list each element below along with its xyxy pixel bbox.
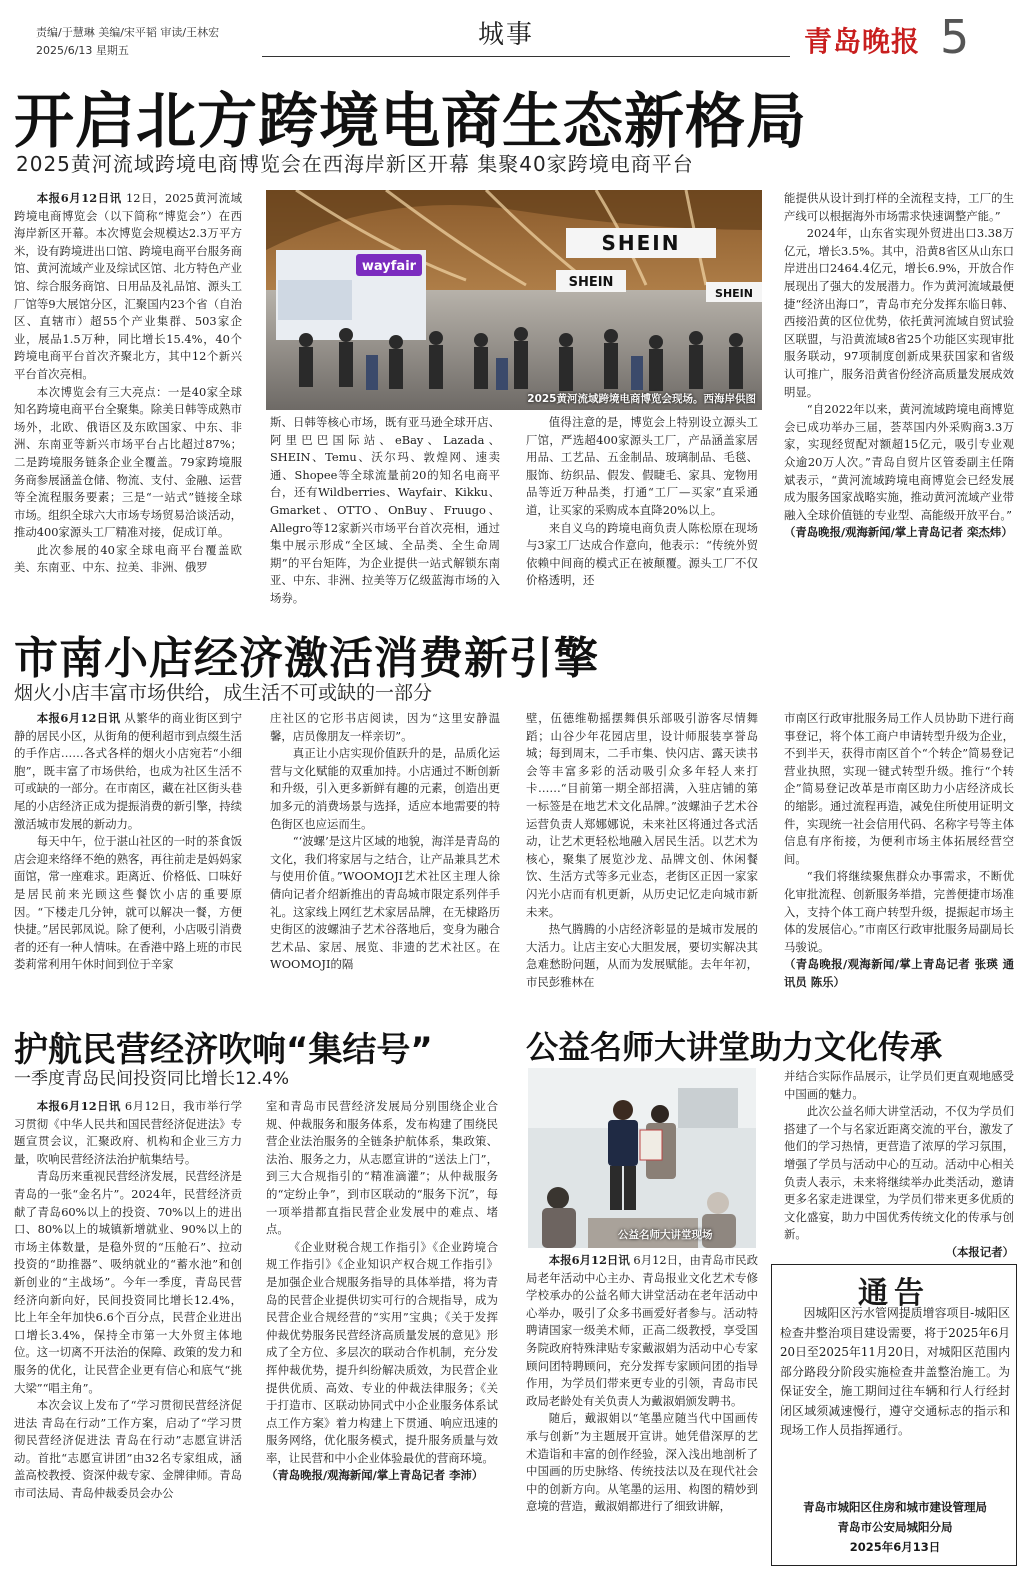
article3-lead: 本报6月12日讯 [36,1099,121,1113]
article4-column-2 [784,1068,1014,1258]
expo-photo-illustration [266,190,762,410]
article3-subhead: 一季度青岛民间投资同比增长12.4% [14,1069,290,1089]
shein-sign-3: SHEIN [715,287,753,300]
article2-col2-text: 庄社区的它形书店阅读，因为“这里安静温馨，店员像朋友一样亲切”。 [270,711,500,743]
article3-byline: （青岛晚报/观海新闻/掌上青岛记者 李沛） [266,1468,484,1483]
article1-col2-text: 斯、日韩等核心市场，既有亚马逊全球开店、阿里巴巴国际站、eBay、Lazada、SHEIN、Temu、沃尔玛、敦煌网、速卖通、Shopee等全球流量前20的知名电商平台，还有Wildberries、Wayfair、Kikku、Gmarket、OTTO、OnBuy、Fruugo、Allegro等12家新兴市场平台首次亮相，通过集中展示形成“全区域、全品类、全生命周期”的平台矩阵，为企业提供一站式解锁东南亚、中东、非洲、拉美等万亿级蓝海市场的入场券。 [270,415,500,605]
article4-headline: 公益名师大讲堂助力文化传承 [526,1028,943,1066]
expo-photo [266,190,762,410]
article1-subhead: 2025黄河流域跨境电商博览会在西海岸新区开幕 集聚40家跨境电商平台 [16,152,694,176]
article2-col3b-text: 热气腾腾的小店经济彰显的是城市发展的大活力。让店主安心大胆发展，要切实解决其急难愁盼问题，从而为发展赋能。去年年初，市民彭雅林在 [526,922,758,989]
notice-body-text: 因城阳区污水管网提质增容项目-城阳区检查井整治项目建设需要，将于2025年6月20日至2025年11月20日，对城阳区范围内部分路段分阶段实施检查井盖整治施工。为保证安全，施工期间过往车辆和行人行经封闭区域须减速慢行，遵守交通标志的指示和现场工作人员指挥通行。 [780,1306,1010,1437]
article1-column-2 [270,414,500,606]
shein-sign-1: SHEIN [601,231,681,255]
lecture-photo-caption: 公益名师大讲堂现场 [618,1229,713,1241]
notice-issuer-2: 青岛市公安局城阳分局 [837,1520,953,1534]
article2-column-1 [14,710,242,1010]
section-rule [262,56,790,57]
article1-column-4 [784,190,1014,606]
article2-col1b-text: 每天中午，位于湛山社区的一时的茶食饭店会迎来络绎不绝的熟客，再往前走是妈妈家面馆，常一座难求。距离近、价格低、口味好是居民前来光顾这些餐饮小店的重要原因。“下楼走几分钟，就可以解决一餐，方便快捷。”居民郭凤说。除了便利，小店吸引消费者的还有一种人情味。在香港中路上班的市民娄莉常利用午休时间到位于辛家 [14,834,242,972]
article3-headline: 护航民营经济吹响“集结号” [14,1030,433,1070]
notice-title: 通告 [858,1276,930,1311]
newspaper-logo: 青岛晚报 [804,25,921,58]
article2-subhead: 烟火小店丰富市场供给，成生活不可或缺的一部分 [14,682,433,704]
masthead-meta [36,24,219,60]
article3-col1b-text: 青岛历来重视民营经济发展，民营经济是青岛的一张“金名片”。2024年，民营经济贡献了青岛60%以上的投资、70%以上的进出口、80%以上的城镇新增就业、90%以上的市场主体数量，是稳外贸的“压舱石”、拉动投资的“助推器”、吸纳就业的“蓄水池”和创新创业的“主战场”。今年一季度，青岛民营经济向新向好，民间投资同比增长12.4%，比上年全年加快6.6个百分点，民营企业进出口增长3.4%，保持全市第一大外贸主体地位。这一切离不开法治的保障、政策的发力和服务的优化，让民营企业更有信心和底气“挑大梁”“唱主角”。 [14,1169,242,1395]
lecture-photo-illustration [528,1068,756,1248]
editor-credits: 责编/于慧琳 美编/宋平韬 审读/王林宏 [36,26,220,39]
article3-col1c-text: 本次会议上发布了“学习贯彻民营经济促进法 青岛在行动”工作方案，启动了“学习贯彻民营经济促进法 青岛在行动”志愿宣讲活动。首批“志愿宣讲团”由32名专家组成，涵盖高校教授、资深仲裁专家、金牌律师。青岛市司法局、青岛仲裁委员会办公 [14,1398,242,1501]
notice-date: 2025年6月13日 [849,1540,941,1554]
article2-column-2 [270,710,500,1010]
article1-headline: 开启北方跨境电商生态新格局 [14,87,807,157]
article2-col4b-text: “我们将继续聚焦群众办事需求，不断优化审批流程、创新服务举措，完善便捷市场准入，支持个体工商户转型升级，提振起市场主体的发展信心。”市南区行政审批服务局副局长马骏说。 [784,869,1014,954]
article2-col3-text: 壁，伍德维勒摇摆舞俱乐部吸引游客尽情舞蹈；山谷少年花园店里，设计师服装享誉岛城；每到周末，二手市集、快闪店、露天读书会等丰富多彩的活动吸引众多年轻人来打卡……“目前第一期全部招满，入驻店铺的第一标签是在地艺术文化品牌。”波螺油子艺术谷运营负责人郑娜娜说，未来社区将通过各式活动，让艺术更轻松地融入居民生活。以艺术为核心，聚集了展览沙龙、品牌文创、休闲餐饮、生活方式等多元业态，老街区正因一家家闪光小店而有机更新，从历史记忆走向城市新未来。 [526,711,758,919]
article1-byline: （青岛晚报/观海新闻/掌上青岛记者 栾杰炜） [784,525,1013,540]
notice-body [780,1304,1010,1441]
notice-issuer-1: 青岛市城阳区住房和城市建设管理局 [803,1500,987,1514]
article2-col1-text: 从繁华的商业街区到宁静的居民小区，从街角的便利超市到点缀生活的手作店……各式各样的烟火小店宛若“小细胞”，既丰富了市场供给，也成为社区生活不可或缺的一部分。在市南区，藏在社区街头巷尾的小店经济正成为提振消费的新引擎，持续激活城市发展的新动力。 [14,711,242,831]
article2-col2b-text: 真正让小店实现价值跃升的是，品质化运营与文化赋能的双重加持。小店通过不断创新和升级，引入更多新鲜有趣的元素，创造出更加多元的消费场景与选择，适应本地需要的特色街区也应运而生。 [270,746,500,831]
section-name: 城事 [478,20,535,50]
article4-col1-text: 6月12日，由青岛市民政局老年活动中心主办、青岛报业文化艺术专修学校承办的公益名师大讲堂活动在老年活动中心举办，吸引了众多书画爱好者参与。活动特聘请国家一级美术师，正高二级教授，享受国务院政府特殊津贴专家戴淑娟为活动中心专家顾问团特聘顾问，充分发挥专家顾问团的指导作用，为学员们带来更专业的引领，青岛市民政局老龄处有关负责人为戴淑娟颁发聘书。 [526,1253,758,1408]
article1-col3-text: 值得注意的是，博览会上特别设立源头工厂馆，严选超400家源头工厂，产品涵盖家居用品、工艺品、五金制品、玻璃制品、毛毯、服饰、纺织品、假发、假睫毛、家具、宠物用品等近万种品类，打通“工厂—买家”直采通道，让买家的采购成本直降20%以上。 [526,415,758,517]
article1-col4b-text: 2024年，山东省实现外贸进出口3.38万亿元，增长3.5%。其中，沿黄8省区从山东口岸进出口2464.4亿元，增长6.9%，开放合作展现出了强大的发展潜力。作为黄河流域最便捷“经济出海口”，青岛市充分发挥东临日韩、西接沿黄的区位优势，依托黄河流域自贸试验区联盟，与沿黄流域8省25个功能区实现审批服务联动，97项制度创新成果获国家和省级认可推广，服务沿黄省份经济高质量发展成效明显。 [784,226,1014,399]
article1-col1-text: 12日，2025黄河流域跨境电商博览会（以下简称“博览会”）在西海岸新区开幕。本次博览会规模达2.3万平方米，设有跨境进出口馆、跨境电商平台服务商馆、黄河流域产业及综试区馆、北方特色产业馆、综合服务商馆、日用品及礼品馆、源头工厂馆等9大展馆分区，汇聚国内23个省（自治区、直辖市）超55个产业集群、503家企业，展品1.5万种，同比增长15.4%，40个跨境电商平台首次齐聚北方，其中12个新兴平台首次亮相。 [14,191,242,381]
article4-col1b-text: 随后，戴淑娟以“笔墨应随当代中国画传承与创新”为主题展开宣讲。她凭借深厚的艺术造诣和丰富的创作经验，深入浅出地剖析了中国画的历史脉络、传统技法以及在现代社会中的创新方向。从笔墨的运用、构图的精妙到意境的营造，戴淑娟都进行了细致讲解， [526,1411,758,1514]
shein-sign-2: SHEIN [568,275,614,290]
article1-col1c-text: 此次参展的40家全球电商平台覆盖欧美、东南亚、中东、拉美、非洲、俄罗 [14,542,242,575]
article2-byline: （青岛晚报/观海新闻/掌上青岛记者 张瑛 通讯员 陈乐） [784,957,1014,989]
article4-column-1 [526,1252,758,1566]
wayfair-sign: wayfair [361,259,417,274]
article3-col2-text: 室和青岛市民营经济发展局分别围绕企业合规、仲裁服务和服务体系，发布构建了围绕民营企业法治服务的全链条护航体系，集政策、法治、服务之力，从志愿宣讲的“送法上门”，到三大合规指引的“精准滴灌”；从仲裁服务的“定纷止争”，到市区联动的“服务下沉”，每一项举措都直指民营企业发展中的难点、堵点。 [266,1099,498,1237]
expo-photo-caption: 2025黄河流域跨境电商博览会现场。西海岸供图 [527,393,756,405]
article3-column-2 [266,1098,498,1566]
article3-col2b-text: 《企业财税合规工作指引》《企业跨境合规工作指引》《企业知识产权合规工作指引》是加强企业合规服务指导的具体举措，将为青岛的民营企业提供切实可行的合规指导，成为民营企业合规经营的“实用”宝典；《关于发挥仲裁优势服务民营经济高质量发展的意见》形成了全方位、多层次的联动合作机制，充分发挥仲裁优势，提升纠纷解决质效，为民营企业提供优质、高效、专业的仲裁法律服务；《关于打造市、区联动协同式中小企业服务体系试点工作方案》着力构建上下贯通、响应迅速的服务网络，优化服务模式，提升服务质量与效率，让民营和中小企业体验最优的营商环境。 [266,1239,498,1465]
article1-col1b-text: 本次博览会有三大亮点：一是40家全球知名跨境电商平台全聚集。除美日韩等成熟市场外，北欧、俄语区及东欧国家、中东、非洲、东南亚等新兴市场平台占比超过87%；二是跨境服务链条企业全覆盖。79家跨境服务商参展涵盖仓储、物流、支付、金融、运营等全流程服务要素；三是“一站式”链接全球市场。组织全球六大市场专场贸易洽谈活动，推动400家源头工厂精准对接，促成订单。 [14,384,242,540]
article1-column-3 [526,414,758,606]
article1-column-1 [14,190,242,606]
issue-date: 2025/6/13 星期五 [36,44,129,57]
article2-col2c-text: “‘波螺’是这片区域的地貌，海洋是青岛的文化，我们将家居与之结合，让产品兼具艺术与使用价值。”WOOMOJI艺术社区主理人徐倩向记者介绍新推出的青岛城市限定系列伴手礼。这家线上网红艺术家居品牌，在无棣路历史街区的波螺油子艺术谷落地后，变身为融合艺术品、家居、展览、非遗的艺术社区。在WOOMOJI的隔 [270,834,500,972]
article4-lead: 本报6月12日讯 [548,1253,630,1267]
article3-col1-text: 6月12日，我市举行学习贯彻《中华人民共和国民营经济促进法》专题宣贯会议，汇聚政府、机构和企业三方力量，吹响民营经济法治护航集结号。 [14,1099,242,1166]
article2-column-3 [526,710,758,1010]
article2-column-4 [784,710,1014,1010]
article4-byline: （本报记者） [945,1244,1014,1258]
article2-lead: 本报6月12日讯 [36,711,121,725]
page-number: 5 [940,10,970,64]
article1-col3b-text: 来自义乌的跨境电商负责人陈松原在现场与3家工厂达成合作意向，他表示：“传统外贸依赖中间商的模式正在被颠覆。源头工厂不仅价格透明，还 [526,520,758,588]
article2-col4-text: 市南区行政审批服务局工作人员协助下进行商事登记，将个体工商户申请转型升级为企业，不到半天，获得市南区首个“个转企”简易登记营业执照，实现一键式转型升级。推行“个转企”简易登记改革是市南区助力小店经济成长的缩影。通过流程再造，减免住所使用证明文件，实现统一社会信用代码、名称字号等主体信息有序衔接，为便利市场主体拓展经营空间。 [784,711,1014,866]
article1-col4c-text: “自2022年以来，黄河流域跨境电商博览会已成功举办三届，荟萃国内外采购商3.3万家，实现经贸配对额超15亿元，吸引专业观众逾20万人次。”青岛自贸片区管委副主任隋斌表示，“黄河流域跨境电商博览会已经发展成为服务国家战略实施，推动黄河流域产业带融入全球价值链的专业型、高能级开放平台。” [784,402,1014,522]
article2-headline: 市南小店经济激活消费新引擎 [14,633,599,684]
article1-lead: 本报6月12日讯 [36,191,122,205]
lecture-photo [528,1068,756,1248]
notice-signature [780,1497,1010,1557]
article4-col2-text: 并结合实际作品展示，让学员们更直观地感受中国画的魅力。 [784,1069,1014,1101]
article1-col4-text: 能提供从设计到打样的全流程支持，工厂的生产线可以根据海外市场需求快速调整产能。” [784,191,1014,223]
article3-column-1 [14,1098,242,1566]
article4-col2b-text: 此次公益名师大讲堂活动，不仅为学员们搭建了一个与名家近距离交流的平台，激发了他们的学习热情，更营造了浓厚的学习氛围，增强了学员与活动中心的互动。活动中心相关负责人表示，未来将继续举办此类活动，邀请更多名家走进课堂，为学员们带来更多优质的文化盛宴，助力中国优秀传统文化的传承与创新。 [784,1104,1014,1242]
